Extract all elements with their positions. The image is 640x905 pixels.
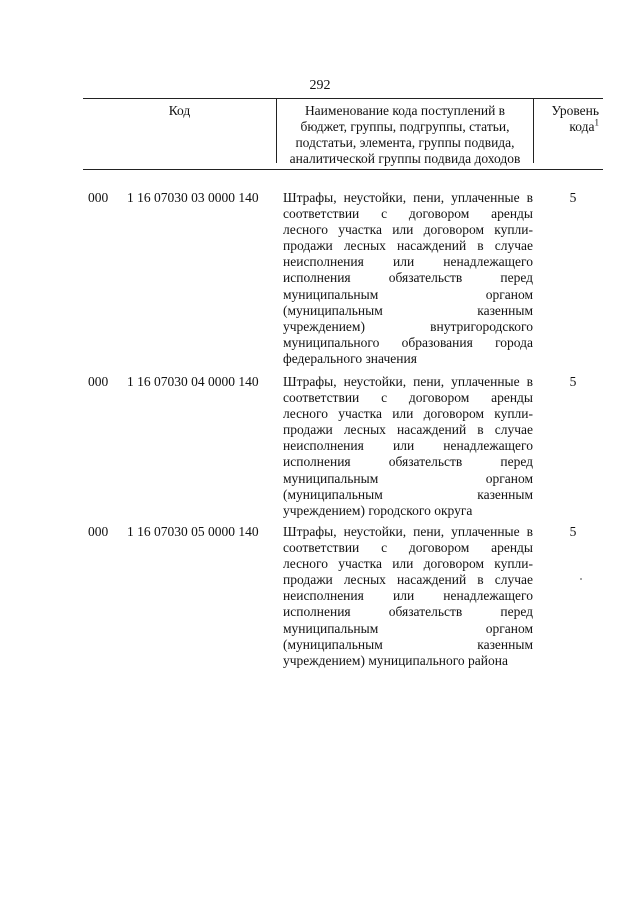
income-name-cell xyxy=(283,374,533,519)
admin-code-cell: 000 xyxy=(88,190,109,205)
income-name-line: продажи лесных насаждений в случае xyxy=(283,238,533,254)
level-cell: 5 xyxy=(569,524,577,539)
income-name-line: Штрафы, неустойки, пени, уплаченные в xyxy=(283,190,533,205)
income-name-line: Штрафы, неустойки, пени, уплаченные в xyxy=(283,374,533,389)
income-name-line: Штрафы, неустойки, пени, уплаченные в xyxy=(283,524,533,539)
header-name-line: аналитической группы подвида доходов xyxy=(289,151,521,166)
header-name-line: бюджет, группы, подгруппы, статьи, xyxy=(300,119,510,134)
income-name-line: соответствии с договором аренды xyxy=(283,540,533,556)
header-level-line xyxy=(534,119,599,135)
income-name-line: исполнения обязательств перед xyxy=(283,270,533,286)
income-name-line: неисполнения или ненадлежащего xyxy=(283,438,533,454)
header-name-line: подстатьи, элемента, группы подвида, xyxy=(295,135,515,150)
header-level xyxy=(534,103,603,135)
admin-code-cell: 000 xyxy=(88,524,109,539)
income-name-line: исполнения обязательств перед xyxy=(283,454,533,470)
income-name-line: лесного участка или договором купли- xyxy=(283,406,533,422)
header-level-text: кода xyxy=(569,119,595,134)
income-name-line: муниципальным органом xyxy=(283,470,533,486)
income-code-cell: 1 16 07030 03 0000 140 xyxy=(127,190,259,205)
income-name-line: лесного участка или договором купли- xyxy=(283,556,533,572)
income-name-line: неисполнения или ненадлежащего xyxy=(283,254,533,270)
income-name-line: продажи лесных насаждений в случае xyxy=(283,422,533,438)
level-cell: 5 xyxy=(569,190,577,205)
header-code: Код xyxy=(168,103,191,118)
header-name-line: Наименование кода поступлений в xyxy=(304,103,506,118)
income-name-line: муниципальным органом xyxy=(283,620,533,636)
income-name-line: учреждением) городского округа xyxy=(283,502,473,518)
income-name-line: учреждением) муниципального района xyxy=(283,652,508,668)
income-name-cell xyxy=(283,190,533,367)
header-name xyxy=(276,99,534,166)
income-name-line: учреждением) внутригородского xyxy=(283,318,533,334)
income-name-line: неисполнения или ненадлежащего xyxy=(283,588,533,604)
income-name-line: исполнения обязательств перед xyxy=(283,604,533,620)
income-name-line: (муниципальным казенным xyxy=(283,636,533,652)
income-name-line: соответствии с договором аренды xyxy=(283,206,533,222)
income-name-line: соответствии с договором аренды xyxy=(283,390,533,406)
scan-speck xyxy=(580,578,582,580)
income-code-cell: 1 16 07030 05 0000 140 xyxy=(127,524,259,539)
income-name-line: лесного участка или договором купли- xyxy=(283,222,533,238)
income-name-cell xyxy=(283,524,533,669)
level-cell: 5 xyxy=(569,374,577,389)
income-name-line: (муниципальным казенным xyxy=(283,302,533,318)
page-number: 292 xyxy=(309,78,331,93)
footnote-marker: 1 xyxy=(594,117,599,128)
admin-code-cell: 000 xyxy=(88,374,109,389)
income-code-cell: 1 16 07030 04 0000 140 xyxy=(127,374,259,389)
income-name-line: муниципального образования города xyxy=(283,334,533,350)
income-name-line: (муниципальным казенным xyxy=(283,486,533,502)
header-level-line: Уровень xyxy=(551,103,599,118)
income-name-line: федерального значения xyxy=(283,350,417,366)
table-header xyxy=(83,98,603,170)
income-name-line: муниципальным органом xyxy=(283,286,533,302)
income-name-line: продажи лесных насаждений в случае xyxy=(283,572,533,588)
